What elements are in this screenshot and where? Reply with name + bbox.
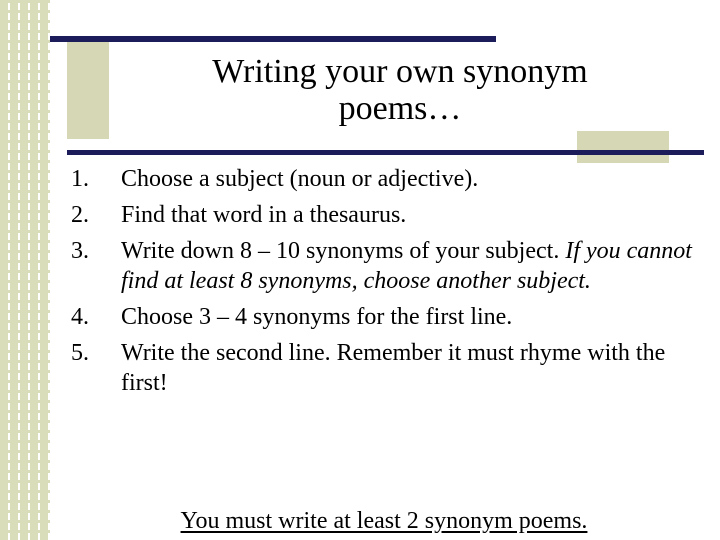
step-number: 3.	[71, 238, 89, 264]
step-text-plain: Write down 8 – 10 synonyms of your subject.	[121, 238, 566, 264]
step-text-plain: Write the second line. Remember it must rhyme with the first!	[121, 340, 666, 396]
step-item-3	[71, 236, 701, 296]
slide-title	[110, 53, 690, 127]
step-text	[121, 338, 701, 398]
step-item-2	[71, 200, 701, 230]
slide-title-line-2: poems…	[338, 90, 462, 127]
step-number: 4.	[71, 304, 89, 330]
step-text	[121, 302, 701, 332]
step-item-5	[71, 338, 701, 398]
step-text	[121, 164, 701, 194]
footer-note	[0, 506, 720, 536]
step-number: 5.	[71, 340, 89, 366]
step-text	[121, 200, 701, 230]
step-text-italic: If you cannot find at least 8 synonyms, choose another subject.	[121, 238, 692, 294]
title-rule	[50, 36, 496, 42]
step-number: 1.	[71, 166, 89, 192]
title-accent-block	[67, 42, 109, 139]
decorative-checker-strip	[0, 0, 50, 540]
step-item-1	[71, 164, 701, 194]
body-accent-block	[577, 131, 669, 163]
footer-note-text: You must write at least 2 synonym poems.	[180, 508, 588, 534]
step-number: 2.	[71, 202, 89, 228]
step-text-plain: Choose a subject (noun or adjective).	[121, 166, 479, 192]
body-rule	[67, 150, 704, 155]
step-text-plain: Choose 3 – 4 synonyms for the first line.	[121, 304, 513, 330]
steps-list	[71, 164, 701, 404]
step-text	[121, 236, 701, 296]
step-item-4	[71, 302, 701, 332]
slide-title-line-1: Writing your own synonym	[212, 53, 588, 90]
step-text-plain: Find that word in a thesaurus.	[121, 202, 407, 228]
